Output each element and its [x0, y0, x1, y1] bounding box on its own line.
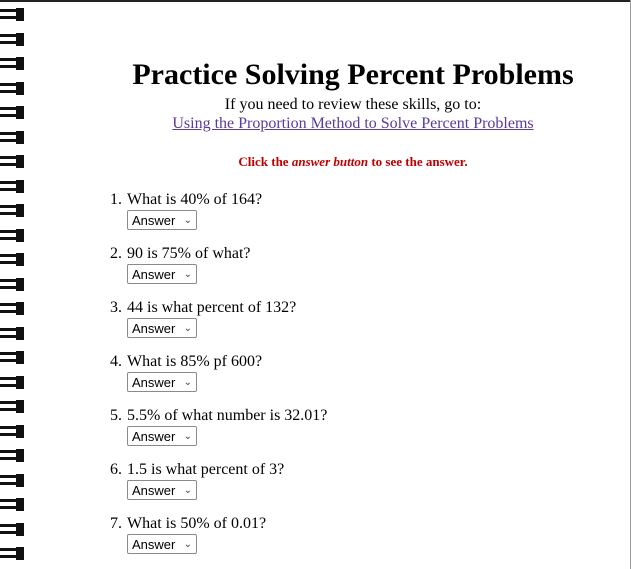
spiral-coil: [0, 400, 28, 414]
spiral-coil: [0, 474, 28, 488]
problem-item: [110, 244, 327, 298]
problem-question-line: [110, 190, 327, 210]
review-link[interactable]: Using the Proportion Method to Solve Percent Problems: [172, 115, 534, 132]
problem-number: 1.: [110, 191, 122, 208]
chevron-down-icon: ⌄: [183, 484, 192, 496]
chevron-down-icon: ⌄: [183, 376, 192, 388]
chevron-down-icon: ⌄: [183, 322, 192, 334]
chevron-down-icon: ⌄: [183, 538, 192, 550]
spiral-coil: [0, 229, 28, 243]
problem-item: [110, 514, 327, 568]
spiral-coil: [0, 253, 28, 267]
problem-number: 7.: [110, 515, 122, 532]
answer-label: Answer: [132, 212, 176, 228]
problem-number: 6.: [110, 461, 122, 478]
problem-question: What is 50% of 0.01?: [127, 515, 267, 532]
page-title: Practice Solving Percent Problems: [132, 58, 574, 92]
spiral-coil: [0, 449, 28, 463]
spiral-coil: [0, 131, 28, 145]
chevron-down-icon: ⌄: [183, 214, 192, 226]
answer-button[interactable]: [127, 318, 197, 338]
answer-button[interactable]: [127, 426, 197, 446]
answer-label: Answer: [132, 374, 176, 390]
spiral-coil: [0, 547, 28, 561]
answer-button[interactable]: [127, 534, 197, 554]
problem-question-line: [110, 406, 327, 426]
top-border: [0, 0, 631, 2]
spiral-coil: [0, 425, 28, 439]
instructions-emphasis: answer button: [291, 154, 369, 169]
problem-question: 5.5% of what number is 32.01?: [127, 407, 328, 424]
spiral-coil: [0, 204, 28, 218]
answer-button[interactable]: [127, 480, 197, 500]
review-text: If you need to review these skills, go to:: [224, 96, 482, 113]
problem-question: 1.5 is what percent of 3?: [127, 461, 285, 478]
problem-item: [110, 406, 327, 460]
problem-question-line: [110, 514, 327, 534]
spiral-coil: [0, 376, 28, 390]
problem-item: [110, 298, 327, 352]
problem-question-line: [110, 244, 327, 264]
problem-question: 90 is 75% of what?: [127, 245, 251, 262]
chevron-down-icon: ⌄: [183, 430, 192, 442]
instructions-after: to see the answer.: [368, 154, 468, 169]
spiral-coil: [0, 33, 28, 47]
answer-label: Answer: [132, 266, 176, 282]
problem-number: 3.: [110, 299, 122, 316]
problem-item: [110, 352, 327, 406]
answer-label: Answer: [132, 482, 176, 498]
problem-list: [110, 190, 327, 568]
problem-item: [110, 190, 327, 244]
answer-button[interactable]: [127, 210, 197, 230]
spiral-coil: [0, 302, 28, 316]
problem-question: What is 40% of 164?: [127, 191, 263, 208]
answer-label: Answer: [132, 536, 176, 552]
problem-item: [110, 460, 327, 514]
instructions: [0, 154, 631, 170]
chevron-down-icon: ⌄: [183, 268, 192, 280]
answer-label: Answer: [132, 428, 176, 444]
spiral-coil: [0, 327, 28, 341]
review-link-container: [0, 115, 631, 133]
answer-label: Answer: [132, 320, 176, 336]
spiral-coil: [0, 180, 28, 194]
problem-number: 5.: [110, 407, 122, 424]
problem-number: 2.: [110, 245, 122, 262]
spiral-coil: [0, 523, 28, 537]
answer-button[interactable]: [127, 264, 197, 284]
spiral-coil: [0, 278, 28, 292]
problem-question-line: [110, 352, 327, 372]
problem-question: What is 85% pf 600?: [127, 353, 263, 370]
problem-question-line: [110, 460, 327, 480]
problem-number: 4.: [110, 353, 122, 370]
instructions-before: Click the: [238, 154, 292, 169]
spiral-coil: [0, 351, 28, 365]
answer-button[interactable]: [127, 372, 197, 392]
spiral-coil: [0, 498, 28, 512]
problem-question-line: [110, 298, 327, 318]
spiral-coil: [0, 8, 28, 22]
problem-question: 44 is what percent of 132?: [127, 299, 297, 316]
